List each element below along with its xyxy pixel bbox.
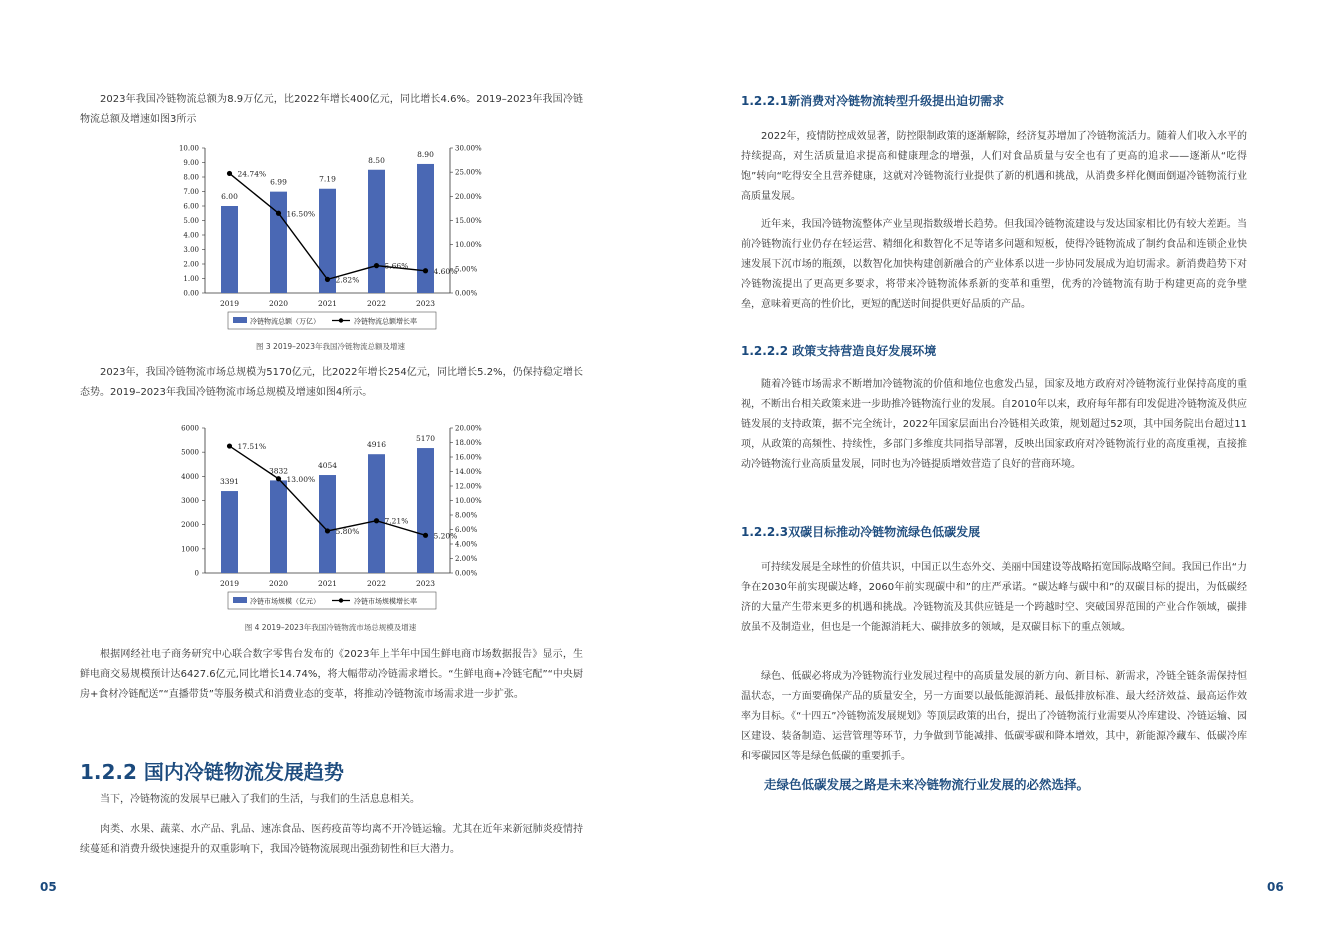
bar-value-label: 4916 <box>366 440 387 450</box>
subsection-title-3: 1.2.2.3双碳目标推动冷链物流绿色低碳发展 <box>741 525 981 539</box>
x-tick-label: 2020 <box>268 299 289 308</box>
growth-point <box>374 263 379 268</box>
bar <box>417 448 434 573</box>
chart-fig3 <box>160 140 500 336</box>
bar <box>368 170 385 293</box>
legend-bar-swatch <box>233 317 247 323</box>
x-tick-label: 2023 <box>415 579 436 588</box>
paragraph-life: 当下，冷链物流的发展早已融入了我们的生活，与我们的生活息息相关。 <box>100 794 420 805</box>
growth-value-label: 5.66% <box>384 261 409 271</box>
y-right-tick-label: 8.00% <box>455 511 478 520</box>
growth-point <box>374 518 379 523</box>
paragraph-dual-carbon: 可持续发展是全球性的价值共识，中国正以生态外交、美丽中国建设等战略拓宽国际战略空间。我国已作出“力争在2030年前实现碳达峰，2060年前实现碳中和”的庄严承诺。“碳达峰与碳中和”的双碳目标的提出，为低碳经济的大量产生带来更多的机遇和挑战。冷链物流及其供应链是一个跨越时空、突破国界范围的产业合作领域，碳排放虽不及制造业，但也是一个能源消耗大、碳排放多的领域，是双碳目标下的重点领域。 <box>741 562 1247 633</box>
growth-value-label: 4.60% <box>433 266 458 276</box>
legend-line-label: 冷链物流总额增长率 <box>354 317 417 326</box>
y-right-tick-label: 6.00% <box>455 526 478 534</box>
growth-value-label: 7.21% <box>384 516 409 526</box>
legend-line-marker <box>339 318 343 322</box>
legend-bar-swatch <box>233 597 247 603</box>
bar-value-label: 5170 <box>415 434 436 444</box>
x-tick-label: 2022 <box>366 299 387 308</box>
y-left-tick-label: 8.00 <box>183 173 199 182</box>
x-tick-label: 2021 <box>317 299 338 308</box>
bar-value-label: 3832 <box>268 466 289 476</box>
paragraph-policy: 随着冷链市场需求不断增加冷链物流的价值和地位也愈发凸显，国家及地方政府对冷链物流行业保持高度的重视，不断出台相关政策来进一步助推冷链物流行业的发展。自2010年以来，政府每年都有印发促进冷链物流及供应链发展的支持政策，据不完全统计，2022年国家层面出台冷链相关政策，规划超过52项，其中国务院出台超过11项，从政策的高频性、持续性，多部门多维度共同指导部署，反映出国家政府对冷链物流行业的高度重视，直接推动冷链物流行业高质量发展，同时也为冷链提质增效营造了良好的营商环境。 <box>741 379 1247 470</box>
left-page <box>0 0 661 936</box>
bar-value-label: 3391 <box>219 477 240 487</box>
figure4-caption: 图 4 2019–2023年我国冷链物流市场总规模及增速 <box>244 623 417 632</box>
y-right-tick-label: 10.00% <box>455 497 482 505</box>
y-left-tick-label: 6.00 <box>183 202 199 211</box>
y-right-tick-label: 18.00% <box>455 439 482 447</box>
growth-value-label: 17.51% <box>237 442 267 452</box>
y-left-tick-label: 5.00 <box>183 217 199 225</box>
y-right-tick-label: 20.00% <box>455 192 482 201</box>
x-tick-label: 2019 <box>219 579 240 588</box>
y-left-tick-label: 1000 <box>181 545 199 554</box>
paragraph-market-size: 2023年，我国冷链物流市场总规模为5170亿元，比2022年增长254亿元，同比增长5.2%，仍保持稳定增长态势。2019–2023年我国冷链物流市场总规模及增速如图4所示。 <box>80 367 583 398</box>
bar <box>270 480 287 573</box>
bar-value-label: 4054 <box>317 461 338 471</box>
y-left-tick-label: 0.00 <box>183 289 199 298</box>
subsection-title-2: 1.2.2.2 政策支持营造良好发展环境 <box>741 344 937 358</box>
bar <box>221 206 238 293</box>
legend-bar-label: 冷链物流总额（万亿） <box>250 317 320 326</box>
bar-value-label: 8.90 <box>417 149 434 159</box>
growth-point <box>423 268 428 273</box>
bar-value-label: 8.50 <box>368 155 385 165</box>
x-tick-label: 2019 <box>219 299 240 308</box>
paragraph-cold-chain-total: 2023年我国冷链物流总额为8.9万亿元，比2022年增长400亿元，同比增长4.6%。2019–2023年我国冷链物流总额及增速如图3所示 <box>80 94 583 125</box>
y-right-tick-label: 14.00% <box>455 468 482 476</box>
y-right-tick-label: 12.00% <box>455 482 482 491</box>
paragraph-new-consumption: 2022年，疫情防控成效显著，防控限制政策的逐渐解除，经济复苏增加了冷链物流活力。随着人们收入水平的持续提高，对生活质量追求提高和健康理念的增强，人们对食品质量与安全也有了更高的追求——逐渐从“吃得饱”转向“吃得安全且营养健康，这就对冷链物流行业提供了新的机遇和挑战，从消费多样化侧面倒逼冷链物流行业高质量发展。 <box>741 131 1247 202</box>
legend-line-marker <box>339 598 343 602</box>
y-right-tick-label: 30.00% <box>455 144 482 153</box>
legend-line-label: 冷链市场规模增长率 <box>354 597 417 606</box>
y-left-tick-label: 5000 <box>181 448 199 457</box>
section-title: 1.2.2 国内冷链物流发展趋势 <box>80 760 344 784</box>
growth-value-label: 2.82% <box>335 275 360 285</box>
y-left-tick-label: 2.00 <box>183 260 199 269</box>
y-left-tick-label: 9.00 <box>183 159 199 167</box>
legend-bar-label: 冷链市场规模（亿元） <box>250 597 320 606</box>
y-left-tick-label: 3000 <box>181 497 199 505</box>
y-left-tick-label: 10.00 <box>178 144 199 153</box>
y-right-tick-label: 0.00% <box>455 569 478 578</box>
right-page <box>662 0 1323 936</box>
y-right-tick-label: 25.00% <box>455 168 482 177</box>
chart-fig4 <box>160 420 500 616</box>
growth-point <box>325 528 330 533</box>
y-right-tick-label: 4.00% <box>455 540 478 549</box>
bar <box>417 164 434 293</box>
y-left-tick-label: 2000 <box>181 521 199 530</box>
growth-point <box>276 476 281 481</box>
y-left-tick-label: 0 <box>194 569 199 578</box>
paragraph-products: 肉类、水果、蔬菜、水产品、乳品、速冻食品、医药疫苗等均离不开冷链运输。尤其在近年来新冠肺炎疫情持续蔓延和消费升级快速提升的双重影响下，我国冷链物流展现出强劲韧性和巨大潜力。 <box>80 824 583 855</box>
x-tick-label: 2020 <box>268 579 289 588</box>
bar-value-label: 6.00 <box>221 192 238 201</box>
x-tick-label: 2021 <box>317 579 338 588</box>
y-right-tick-label: 20.00% <box>455 424 482 433</box>
growth-value-label: 13.00% <box>286 474 316 484</box>
growth-point <box>423 533 428 538</box>
y-right-tick-label: 5.00% <box>455 265 478 274</box>
x-tick-label: 2022 <box>366 579 387 588</box>
page-number-left: 05 <box>40 880 57 894</box>
figure3-caption: 图 3 2019–2023年我国冷链物流总额及增速 <box>256 342 405 351</box>
y-left-tick-label: 4000 <box>181 472 199 481</box>
x-tick-label: 2023 <box>415 299 436 308</box>
growth-point <box>227 171 232 176</box>
y-right-tick-label: 15.00% <box>455 217 482 225</box>
y-left-tick-label: 1.00 <box>183 275 199 283</box>
page-number-right: 06 <box>1267 880 1284 894</box>
growth-value-label: 5.20% <box>433 531 458 541</box>
bar <box>368 454 385 573</box>
growth-point <box>227 443 232 448</box>
subsection-title-1: 1.2.2.1新消费对冷链物流转型升级提出迫切需求 <box>741 94 1005 108</box>
y-right-tick-label: 0.00% <box>455 289 478 298</box>
y-left-tick-label: 6000 <box>181 424 199 433</box>
y-left-tick-label: 4.00 <box>183 231 199 240</box>
highlight-statement: 走绿色低碳发展之路是未来冷链物流行业发展的必然选择。 <box>764 777 1090 792</box>
growth-value-label: 5.80% <box>335 526 360 536</box>
y-left-tick-label: 7.00 <box>183 188 199 196</box>
paragraph-fresh-ecommerce: 根据网经社电子商务研究中心联合数字零售台发布的《2023年上半年中国生鲜电商市场数据报告》显示，生鲜电商交易规模预计达6427.6亿元,同比增长14.74%，将大幅带动冷链需求增长。“生鲜电商+冷链宅配”“中央厨房+食材冷链配送”“直播带货”等服务模式和消费业态的变革，将推动冷链物流市场需求进一步扩张。 <box>80 649 583 700</box>
bar-value-label: 6.99 <box>270 177 287 187</box>
growth-point <box>276 211 281 216</box>
bar-value-label: 7.19 <box>319 174 336 184</box>
y-right-tick-label: 2.00% <box>455 555 478 563</box>
paragraph-industry-growth: 近年来，我国冷链物流整体产业呈现指数级增长趋势。但我国冷链物流建设与发达国家相比仍有较大差距。当前冷链物流行业仍存在轻运营、精细化和数智化不足等诸多问题和短板，使得冷链物流成了制约食品和连锁企业快速发展下沉市场的瓶颈，以数智化加快构建创新融合的产业体系以进一步协同发展成为迫切需求。新消费趋势下对冷链物流提出了更高更多要求，将带来冷链物流体系新的变革和重塑，优秀的冷链物流有助于构建更高的竞争壁垒，意味着更高的性价比，更短的配送时间提供更好品质的产品。 <box>741 219 1247 310</box>
y-right-tick-label: 16.00% <box>455 453 482 462</box>
y-left-tick-label: 3.00 <box>183 246 199 254</box>
bar <box>221 491 238 573</box>
y-right-tick-label: 10.00% <box>455 241 482 250</box>
bar <box>270 192 287 293</box>
growth-value-label: 24.74% <box>237 169 267 179</box>
growth-point <box>325 277 330 282</box>
growth-value-label: 16.50% <box>286 209 316 219</box>
paragraph-green-lowcarbon: 绿色、低碳必将成为冷链物流行业发展过程中的高质量发展的新方向、新目标、新需求，冷链全链条需保持恒温状态，一方面要确保产品的质量安全，另一方面要以最低能源消耗、最低排放标准、最大经济效益、最高运作效率为目标。《“十四五”冷链物流发展规划》等顶层政策的出台，提出了冷链物流行业需要从冷库建设、冷链运输、园区建设、装备制造、运营管理等环节，力争做到节能减排、低碳零碳和降本增效，其中，新能源冷藏车、低碳冷库和零碳园区等是绿色低碳的重要抓手。 <box>741 671 1247 762</box>
